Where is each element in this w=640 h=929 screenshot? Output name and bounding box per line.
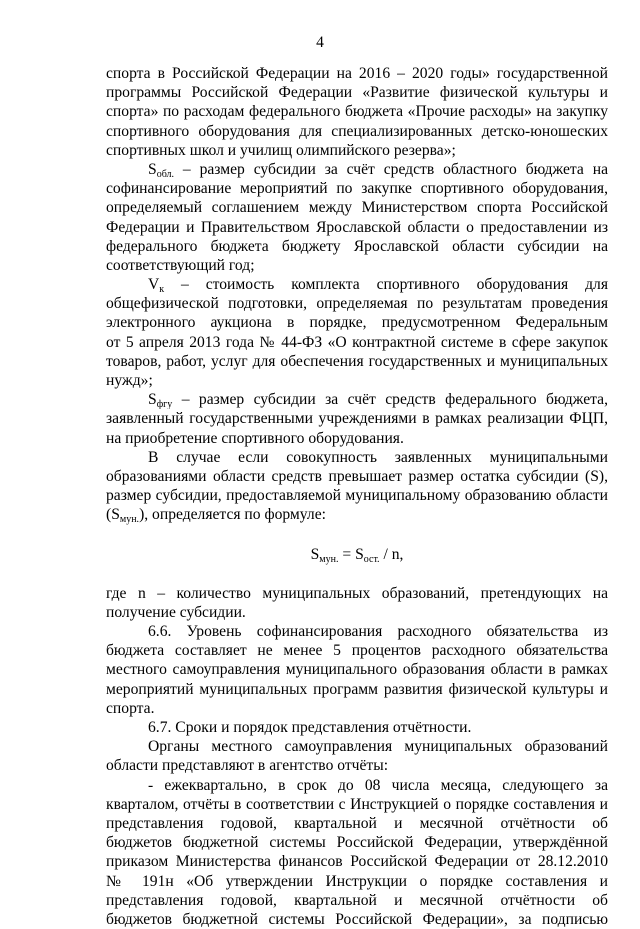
text-line [106,505,608,524]
text-line: нужд»; [106,372,153,389]
symbol-subscript: фгу [156,399,173,410]
text-fragment: (S [106,506,120,524]
text-line: программы Российской Федерации «Развитие физической культуры и [106,84,608,102]
text-line: спортивного оборудования для специализированных детско-юношеских [106,122,608,140]
text-line: на приобретение спортивного оборудования. [106,429,404,447]
text-line: представления годовой, квартальной и месячной отчётности об [106,891,608,909]
symbol-subscript: мун. [119,514,140,525]
symbol-subscript: к [159,284,165,295]
text-line: кварталом, отчёты в соответствии с Инструкцией о порядке составления и [106,795,608,813]
text-line: Федерации и Правительством Ярославской области о предоставлении из [106,218,608,236]
text-line: от 5 апреля 2013 года № 44-ФЗ «О контрактной системе в сфере закупок [106,333,608,351]
text-line: спортивных школ и училищ олимпийского резерва»; [106,141,456,159]
formula-equals: = [338,545,356,563]
formula-subscript: ост. [363,553,380,565]
text-line: спорта в Российской Федерации на 2016 – 2020 годы» государственной [106,65,608,82]
text-fragment: – стоимость комплекта спортивного оборудования для [164,276,608,294]
text-line [106,275,608,294]
text-line: области представляют в агентство отчёты: [106,757,389,775]
formula [106,545,608,564]
text-line: спорта» по расходам федерального бюджета «Прочие расходы» на закупку [106,103,608,121]
text-line: - ежеквартально, в срок до 08 числа месяца, следующего за [148,776,608,794]
text-line: размер субсидии, предоставляемой муниципальному образованию области [106,487,608,505]
text-line [106,390,608,409]
text-line: где n – количество муниципальных образований, претендующих на [106,584,608,602]
text-line: общефизической подготовки, определяемая по результатам проведения [106,295,608,313]
text-line: федерального бюджета бюджету Ярославской области субсидии на [106,237,608,255]
formula-rest: / n, [379,545,404,563]
formula-subscript: мун. [319,553,339,565]
text-line: бюджетов бюджетной системы Российской Федерации, утверждённой [106,834,608,852]
text-line: бюджетов бюджетной системы Российской Федерации», за подписью [106,910,608,928]
text-line: Органы местного самоуправления муниципальных образований [148,738,608,756]
text-fragment: ), определяется по формуле: [139,506,326,524]
text-line: 6.6. Уровень софинансирования расходного обязательства из [148,623,608,641]
symbol: V [148,276,160,294]
text-line: В случае если совокупность заявленных муниципальными [148,448,608,466]
text-line: № 191н «Об утверждении Инструкции о порядке составления и [106,872,608,890]
text-fragment: – размер субсидии за счёт средств федерального бюджета, [172,391,608,409]
text-fragment: – размер субсидии за счёт средств областного бюджета на [174,160,608,178]
text-line: местного самоуправления муниципального образования области в рамках [106,661,608,679]
text-line: бюджета составляет не менее 5 процентов расходного обязательства [106,642,608,660]
text-line: электронного аукциона в порядке, предусмотренном Федеральным [106,314,608,332]
symbol-subscript: обл. [156,168,175,180]
text-line: товаров, работ, услуг для обеспечения государственных и муниципальных [106,352,608,370]
section-heading: 6.7. Сроки и порядок представления отчётности. [148,719,472,736]
formula-symbol: S [355,545,364,563]
symbol: S [148,160,157,178]
text-line: приказом Министерства финансов Российской Федерации от 28.12.2010 [106,853,608,871]
page-number: 4 [316,34,324,51]
text-line: образованиями области средств превышает размер остатка субсидии (S), [106,467,608,485]
text-line: мероприятий муниципальных программ развития физической культуры и [106,680,608,698]
text-line: заявленный государственными учреждениями в рамках реализации ФЦП, [106,410,608,428]
text-line: соответствующий год; [106,256,255,274]
text-line: получение субсидии. [106,603,246,621]
text-line: представления годовой, квартальной и месячной отчётности об [106,814,608,832]
text-line: спорта. [106,699,155,717]
formula-symbol: S [310,545,320,563]
text-line: софинансирование мероприятий по закупке спортивного оборудования, [106,180,608,198]
symbol: S [148,391,157,409]
text-line: определяемый соглашением между Министерством спорта Российской [106,199,608,217]
document-body [106,64,608,929]
text-line [106,160,608,179]
